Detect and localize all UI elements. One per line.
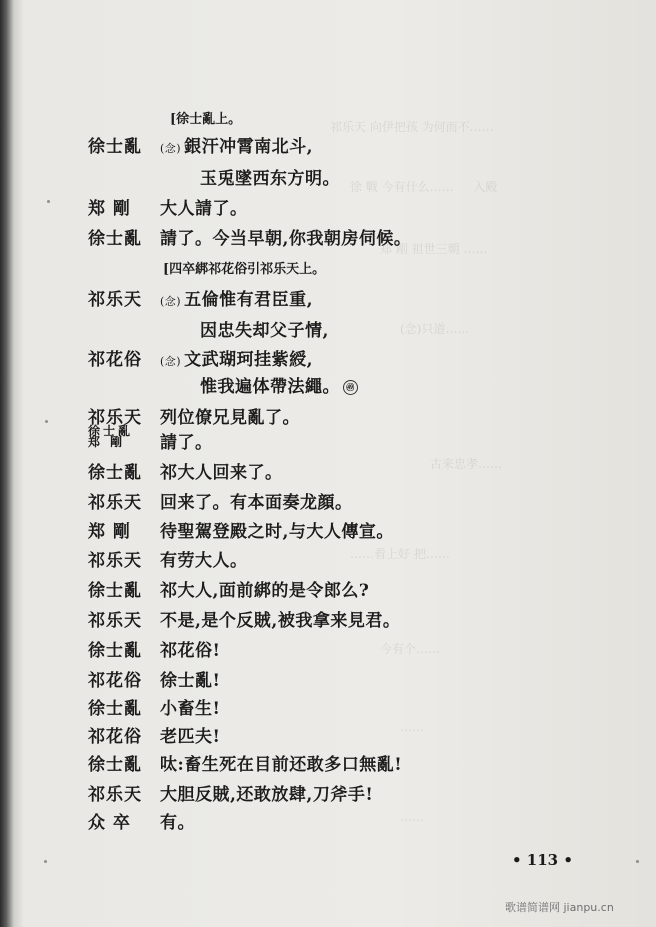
bleed-through-text: ……看上好 把…… — [350, 547, 450, 561]
bleed-through-text: 郑 剛 祖世三朝 …… — [380, 242, 488, 256]
dialogue-line: 因忠失却父子情, — [200, 321, 329, 341]
dialogue-line: 不是,是个反賊,被我拿来見君。 — [160, 611, 401, 631]
footnote-marker: ㊾ — [343, 380, 358, 395]
recite-marker: (念) — [160, 142, 182, 155]
print-speck — [45, 420, 48, 423]
dialogue-text — [160, 194, 248, 219]
dialogue-line: 待聖駕登殿之时,与大人傳宣。 — [160, 522, 394, 542]
dialogue-line: 祁大人,面前綁的是令郎么? — [160, 581, 370, 601]
dialogue-text — [160, 694, 220, 719]
bleed-through-text: 今有个…… — [380, 642, 441, 656]
dialogue-text — [160, 345, 313, 370]
dialogue-line: 文武瑚珂挂紫綬, — [184, 350, 314, 370]
dialogue-text — [160, 403, 300, 428]
speaker-name: 祁乐天 — [88, 785, 142, 805]
print-speck — [47, 200, 50, 203]
speaker-name: 郑 剛 — [88, 522, 131, 542]
speaker-pair — [88, 426, 133, 448]
dialogue-line: 有。 — [160, 813, 195, 833]
dialogue-line: 大胆反賊,还敢放肆,刀斧手! — [160, 785, 374, 805]
bleed-through-text: (念)只道…… — [400, 322, 470, 336]
dialogue-text — [160, 546, 248, 571]
bleed-through-text: 祁乐天 向伊把孩 为何而不…… — [330, 120, 494, 134]
dialogue-line: 小畜生! — [160, 699, 221, 719]
dialogue-text — [160, 517, 394, 542]
dialogue-text — [160, 428, 213, 453]
bleed-through-text: 古来忠孝…… — [430, 457, 503, 471]
dialogue-text — [160, 576, 369, 601]
print-speck — [636, 860, 639, 863]
dialogue-line: 祁花俗! — [160, 641, 221, 661]
speaker-name: 徐士亂 — [88, 424, 134, 438]
watermark: 歌谱简谱网 jianpu.cn — [505, 901, 614, 914]
dialogue-text — [160, 808, 195, 833]
recite-marker: (念) — [160, 295, 182, 308]
dialogue-line: 銀汗冲霄南北斗, — [184, 137, 314, 157]
dialogue-line: 玉兎墜西东方明。 — [200, 169, 340, 189]
speaker-name: 祁花俗 — [88, 350, 142, 370]
print-speck — [44, 860, 47, 863]
dialogue-text — [200, 372, 358, 397]
speaker-name: 众 卒 — [88, 813, 131, 833]
dialogue-line: 惟我遍体帶法繩。 — [200, 377, 340, 397]
dialogue-line: 請了。 — [160, 433, 213, 453]
dialogue-line: 祁大人回来了。 — [160, 463, 283, 483]
dialogue-text — [160, 636, 220, 661]
stage-direction: [徐士亂上。 — [170, 112, 242, 127]
dialogue-line: 有劳大人。 — [160, 551, 248, 571]
dialogue-line: 回来了。有本面奏龙顔。 — [160, 493, 353, 513]
speaker-name: 祁乐天 — [88, 408, 142, 428]
speaker-name: 祁乐天 — [88, 611, 142, 631]
recite-marker: (念) — [160, 355, 182, 368]
dialogue-line: 五倫惟有君臣重, — [184, 290, 314, 310]
dialogue-text — [160, 488, 353, 513]
speaker-name: 徐士亂 — [88, 641, 142, 661]
speaker-name: 徐士亂 — [88, 699, 142, 719]
dialogue-line: 大人請了。 — [160, 199, 248, 219]
speaker-name: 祁乐天 — [88, 551, 142, 571]
dialogue-text — [200, 316, 329, 341]
dialogue-text — [160, 666, 220, 691]
stage-direction: [四卒綁祁花俗引祁乐天上。 — [163, 262, 326, 277]
speaker-name: 郑 剛 — [88, 435, 126, 449]
dialogue-line: 呔:畜生死在目前还敢多口無亂! — [160, 755, 403, 775]
speaker-name: 徐士亂 — [88, 137, 142, 157]
bleed-through-text: 徐 戰 今有什么…… 入殿 — [350, 180, 498, 194]
dialogue-text — [160, 285, 313, 310]
speaker-name: 徐士亂 — [88, 755, 142, 775]
speaker-name: 徐士亂 — [88, 581, 142, 601]
dialogue-text — [160, 132, 313, 157]
dialogue-text — [200, 164, 340, 189]
dialogue-text — [160, 606, 400, 631]
speaker-name: 徐士亂 — [88, 229, 142, 249]
dialogue-line: 老匹夫! — [160, 727, 221, 747]
dialogue-text — [160, 722, 220, 747]
dialogue-text — [160, 750, 402, 775]
speaker-name: 祁花俗 — [88, 671, 142, 691]
speaker-name: 祁乐天 — [88, 290, 142, 310]
speaker-name: 祁花俗 — [88, 727, 142, 747]
dialogue-text — [160, 224, 411, 249]
dialogue-line: 徐士亂! — [160, 671, 221, 691]
dialogue-line: 列位僚兄見亂了。 — [160, 408, 300, 428]
speaker-name: 徐士亂 — [88, 463, 142, 483]
speaker-name: 郑 剛 — [88, 199, 131, 219]
bleed-through-text: …… — [400, 810, 424, 824]
dialogue-text — [160, 780, 373, 805]
bleed-through-text: …… — [400, 720, 424, 734]
speaker-name: 祁乐天 — [88, 493, 142, 513]
dialogue-text — [160, 458, 283, 483]
dialogue-line: 請了。今当早朝,你我朝房伺候。 — [160, 229, 412, 249]
page-number: • 113 • — [512, 851, 573, 869]
